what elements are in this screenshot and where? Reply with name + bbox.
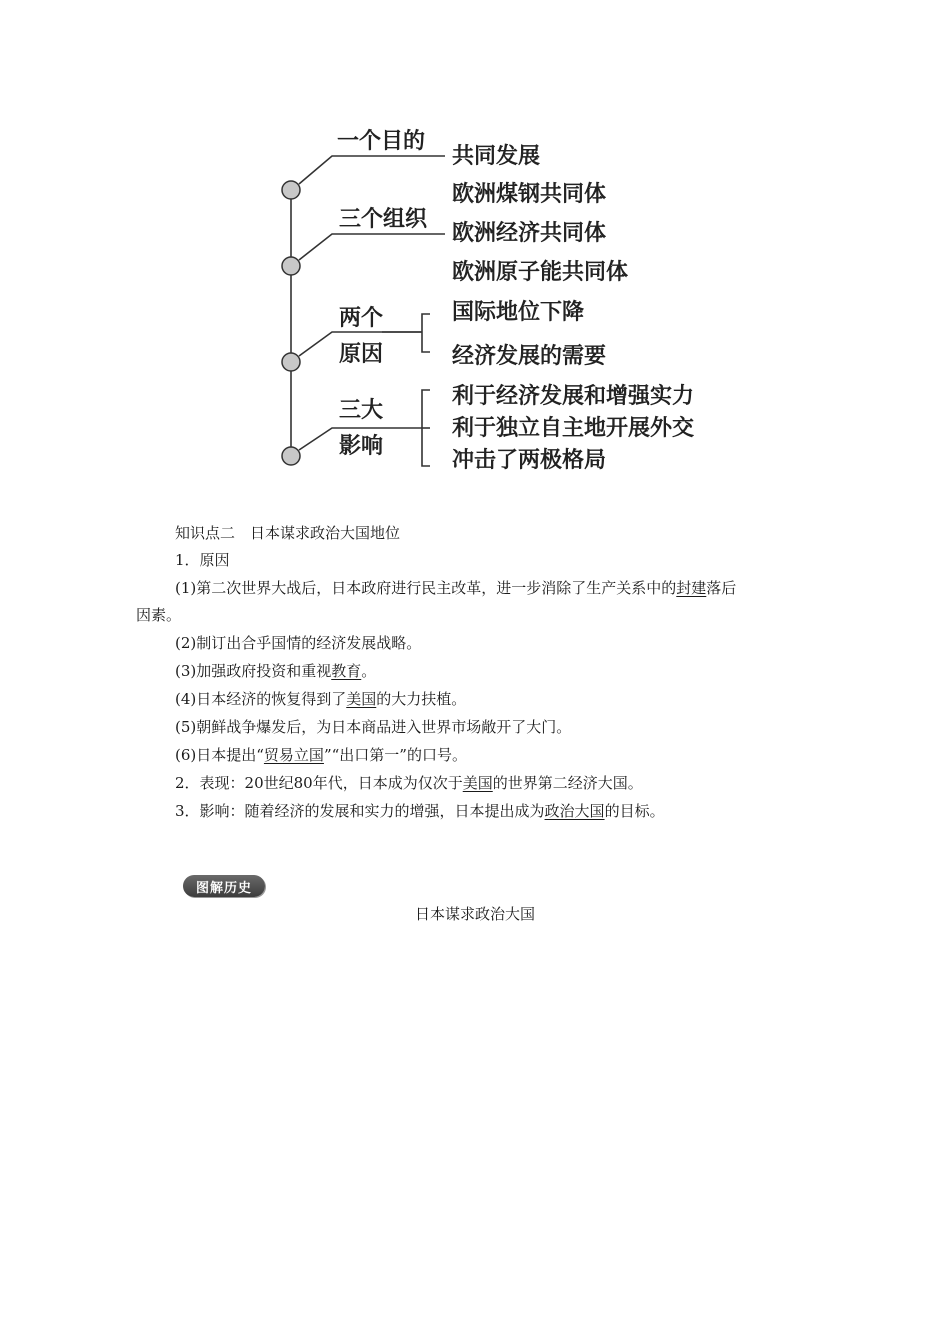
branch-line [299,156,445,184]
category-label: 影响 [339,434,384,459]
category-label: 原因 [339,342,384,367]
paragraph: (3)加强政府投资和重视教育。 [175,662,377,680]
node-circle [282,353,300,371]
category-label: 三个组织 [339,207,428,232]
underlined-term: 封建 [676,579,707,597]
diagram-item: 欧洲经济共同体 [452,221,607,246]
diagram-item: 利于经济发展和增强实力 [452,384,695,409]
diagram-item: 共同发展 [452,144,541,169]
underlined-term: 美国 [346,690,377,708]
paragraph: (4)日本经济的恢复得到了美国的大力扶植。 [175,690,467,708]
section-heading: 知识点二 日本谋求政治大国地位 [175,524,401,542]
node-circle [282,257,300,275]
underlined-term: 贸易立国 [263,746,324,764]
underlined-term: 美国 [462,774,493,792]
cause-title: 1．原因 [175,551,230,569]
branch-line [299,234,445,260]
paragraph: 3．影响：随着经济的发展和实力的增强，日本提出成为政治大国的目标。 [175,802,665,820]
category-label: 三大 [339,398,384,423]
figure-caption: 日本谋求政治大国 [414,905,535,923]
diagram-item: 利于独立自主地开展外交 [452,416,695,441]
section-badge: 图解历史 [183,875,265,897]
category-label: 一个目的 [337,129,426,154]
paragraph-continued: 因素。 [136,606,182,624]
node-circle [282,181,300,199]
diagram-item: 经济发展的需要 [452,344,607,369]
underlined-term: 政治大国 [544,802,605,820]
bracket-line [422,314,430,352]
mind-map-diagram [270,120,740,480]
diagram-item: 冲击了两极格局 [452,448,607,473]
paragraph: (2)制订出合乎国情的经济发展战略。 [175,634,422,652]
underlined-term: 教育 [331,662,362,680]
node-circle [282,447,300,465]
diagram-item: 国际地位下降 [452,300,585,325]
paragraph: (5)朝鲜战争爆发后，为日本商品进入世界市场敞开了大门。 [175,718,572,736]
paragraph: (1)第二次世界大战后，日本政府进行民主改革，进一步消除了生产关系中的封建落后 [175,579,737,597]
diagram-item: 欧洲原子能共同体 [452,260,629,285]
paragraph: 2．表现：20世纪80年代，日本成为仅次于美国的世界第二经济大国。 [175,774,643,792]
diagram-item: 欧洲煤钢共同体 [452,182,607,207]
paragraph: (6)日本提出“贸易立国”“出口第一”的口号。 [175,746,467,764]
category-label: 两个 [339,306,384,331]
